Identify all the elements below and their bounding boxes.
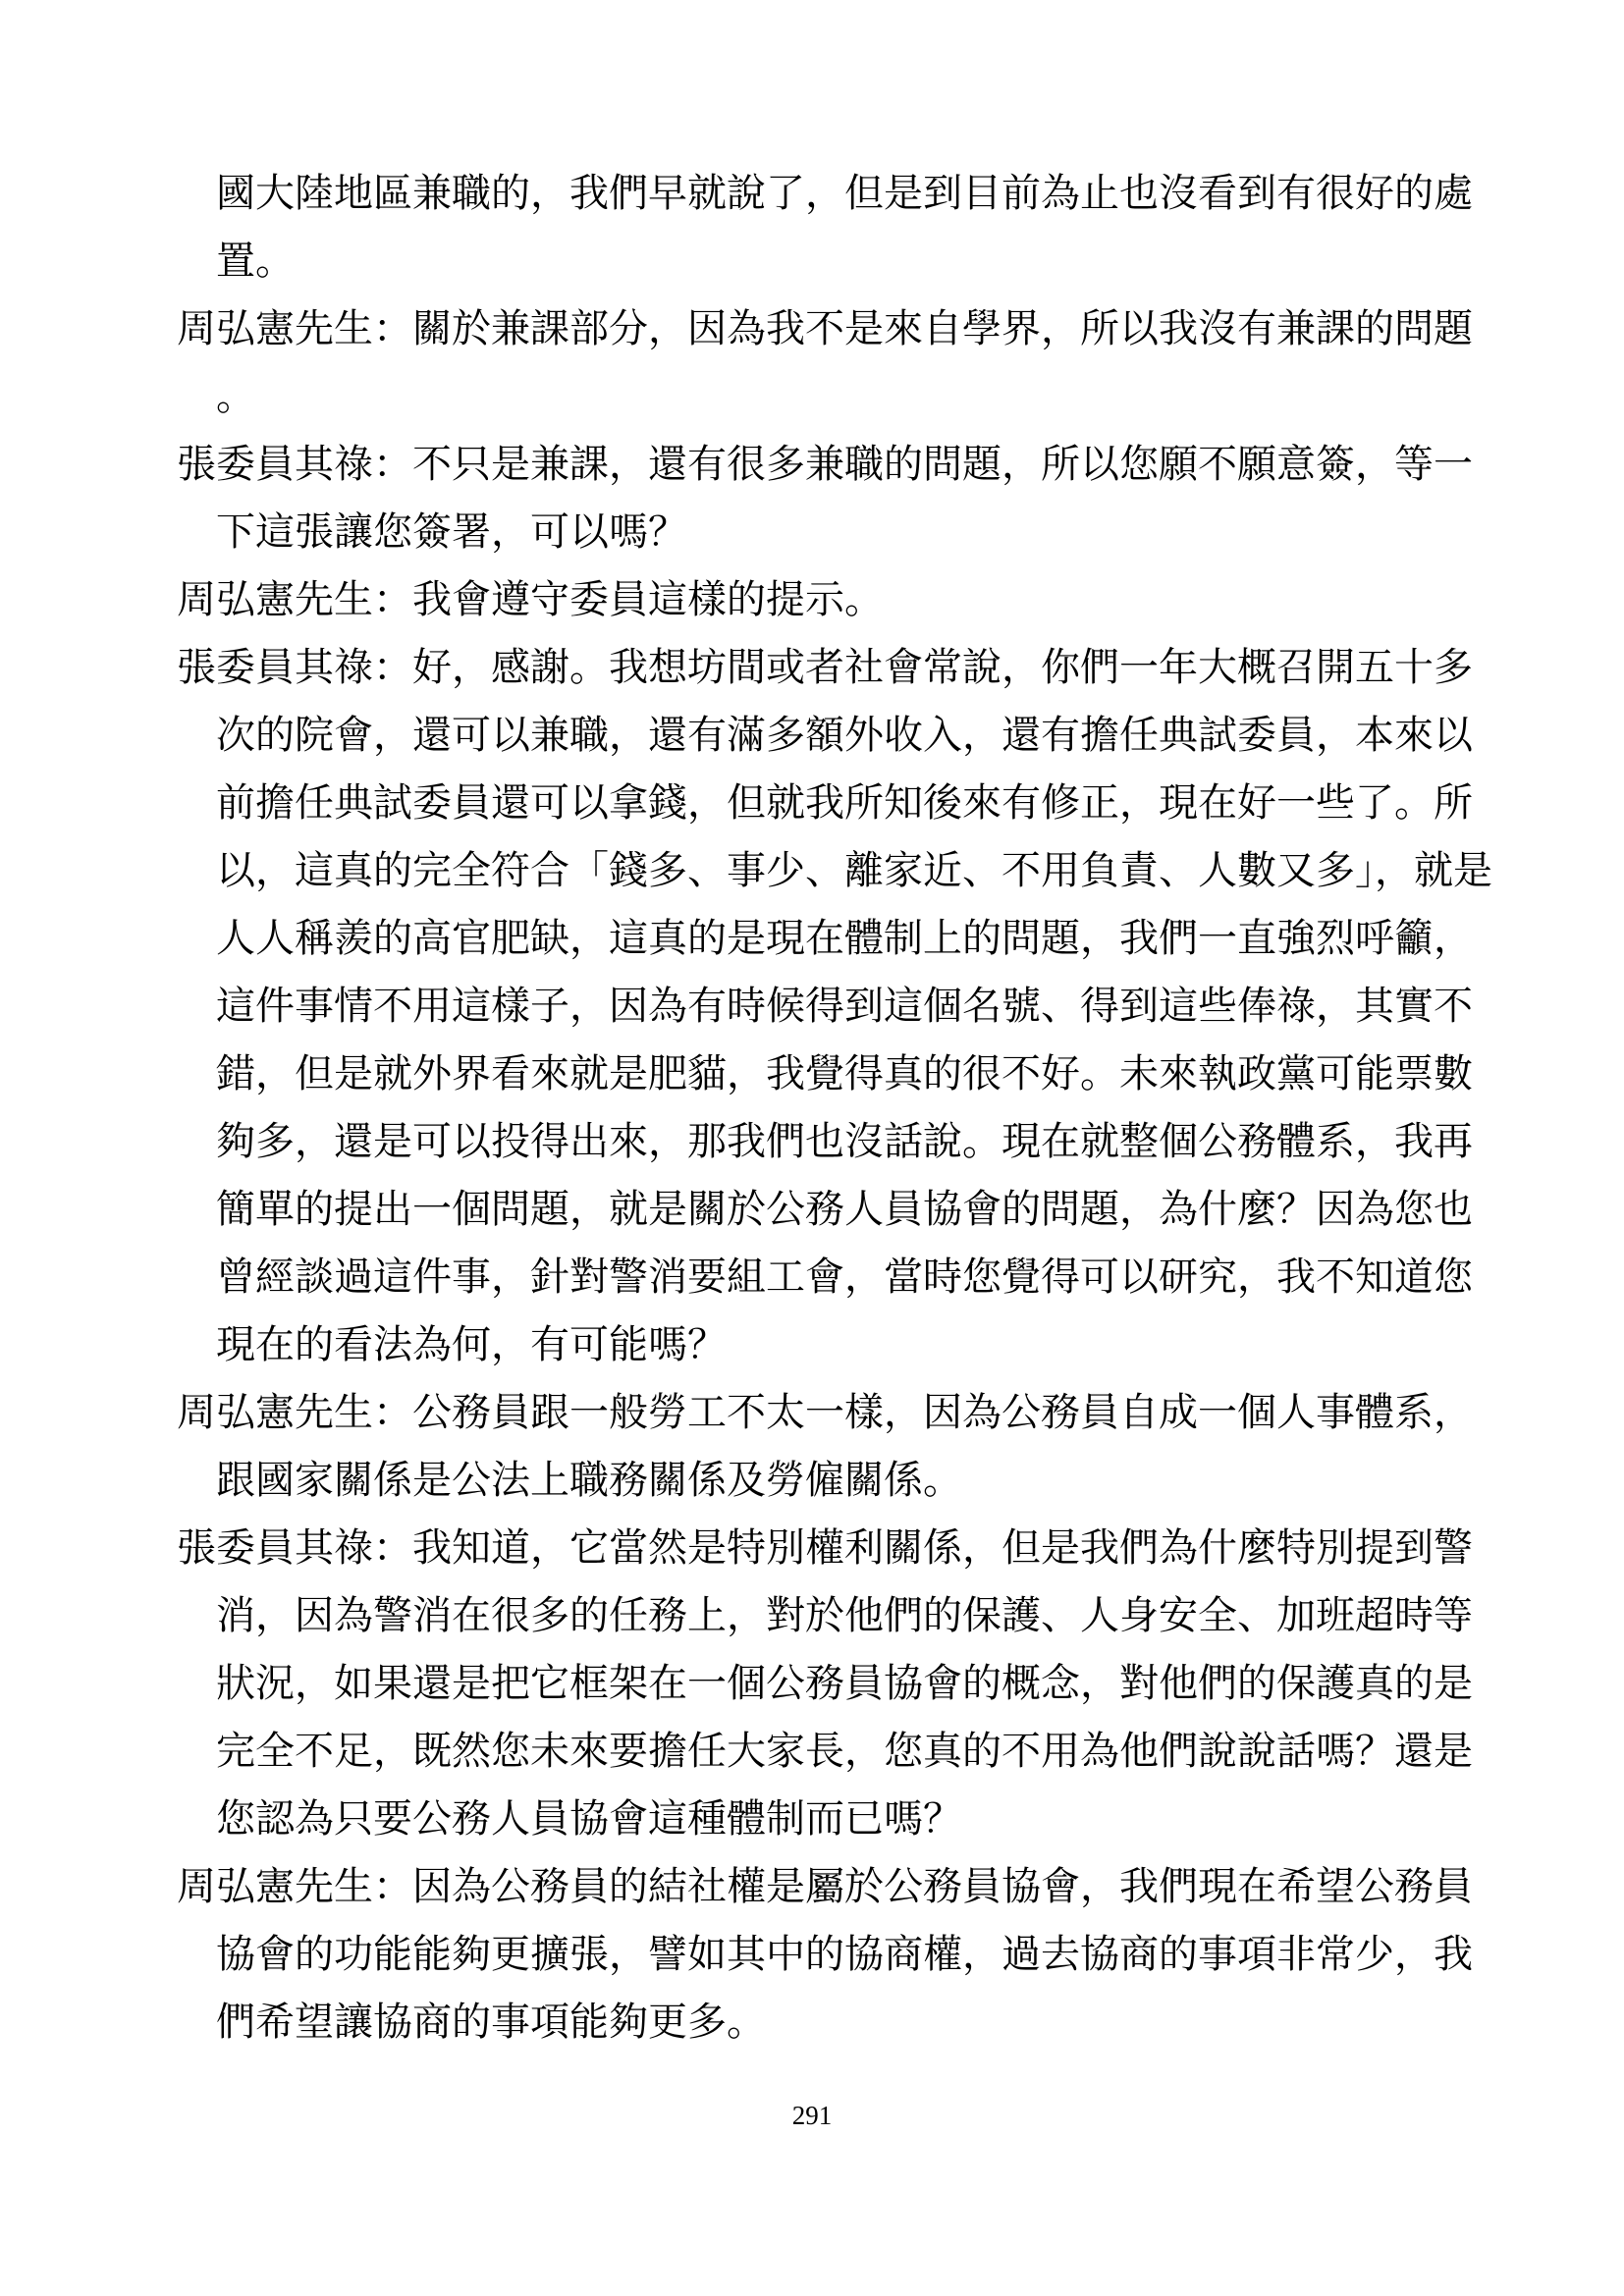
- speaker-line: 周弘憲先生：關於兼課部分，因為我不是來自學界，所以我沒有兼課的問題: [177, 306, 1473, 351]
- text-line: 人人稱羨的高官肥缺，這真的是現在體制上的問題，我們一直強烈呼籲，: [216, 916, 1473, 961]
- speaker-line: 張委員其祿：不只是兼課，還有很多兼職的問題，所以您願不願意簽，等一: [177, 442, 1473, 487]
- speaker-line: 周弘憲先生：我會遵守委員這樣的提示。: [177, 577, 884, 622]
- text-line: 消，因為警消在很多的任務上，對於他們的保護、人身安全、加班超時等: [216, 1593, 1473, 1638]
- transcript-body: [177, 160, 1492, 2056]
- text-line: 夠多，還是可以投得出來，那我們也沒話說。現在就整個公務體系，我再: [216, 1119, 1473, 1164]
- text-line: 曾經談過這件事，針對警消要組工會，當時您覺得可以研究，我不知道您: [216, 1255, 1473, 1300]
- text-line: 前擔任典試委員還可以拿錢，但就我所知後來有修正，現在好一些了。所: [216, 780, 1473, 826]
- text-line: 完全不足，既然您未來要擔任大家長，您真的不用為他們說說話嗎？還是: [216, 1729, 1473, 1774]
- text-line: 。: [216, 374, 255, 419]
- text-line: 次的院會，還可以兼職，還有滿多額外收入，還有擔任典試委員，本來以: [216, 713, 1473, 758]
- text-line: 狀況，如果還是把它框架在一個公務員協會的概念，對他們的保護真的是: [216, 1661, 1473, 1706]
- speaker-line: 張委員其祿：我知道，它當然是特別權利關係，但是我們為什麼特別提到警: [177, 1525, 1473, 1571]
- text-line: 這件事情不用這樣子，因為有時候得到這個名號、得到這些俸祿，其實不: [216, 984, 1473, 1029]
- text-line: 國大陸地區兼職的，我們早就說了，但是到目前為止也沒看到有很好的處: [216, 171, 1473, 216]
- text-line: 您認為只要公務人員協會這種體制而已嗎？: [216, 1796, 962, 1842]
- text-line: 現在的看法為何，有可能嗎？: [216, 1322, 727, 1367]
- text-line: 們希望讓協商的事項能夠更多。: [216, 2000, 766, 2045]
- speaker-line: 張委員其祿：好，感謝。我想坊間或者社會常說，你們一年大概召開五十多: [177, 645, 1473, 690]
- text-line: 協會的功能能夠更擴張，譬如其中的協商權，過去協商的事項非常少，我: [216, 1932, 1473, 1977]
- text-line: 置。: [216, 239, 295, 284]
- text-line: 下這張讓您簽署，可以嗎？: [216, 509, 687, 555]
- speaker-line: 周弘憲先生：公務員跟一般勞工不太一樣，因為公務員自成一個人事體系，: [177, 1390, 1473, 1435]
- text-line: 跟國家關係是公法上職務關係及勞僱關係。: [216, 1458, 962, 1503]
- text-line: 簡單的提出一個問題，就是關於公務人員協會的問題，為什麼？因為您也: [216, 1187, 1473, 1232]
- speaker-line: 周弘憲先生：因為公務員的結社權是屬於公務員協會，我們現在希望公務員: [177, 1864, 1473, 1909]
- text-line: 以，這真的完全符合「錢多、事少、離家近、不用負責、人數又多」，就是: [216, 848, 1492, 893]
- page-number: 291: [791, 2101, 833, 2130]
- text-line: 錯，但是就外界看來就是肥貓，我覺得真的很不好。未來執政黨可能票數: [216, 1051, 1473, 1096]
